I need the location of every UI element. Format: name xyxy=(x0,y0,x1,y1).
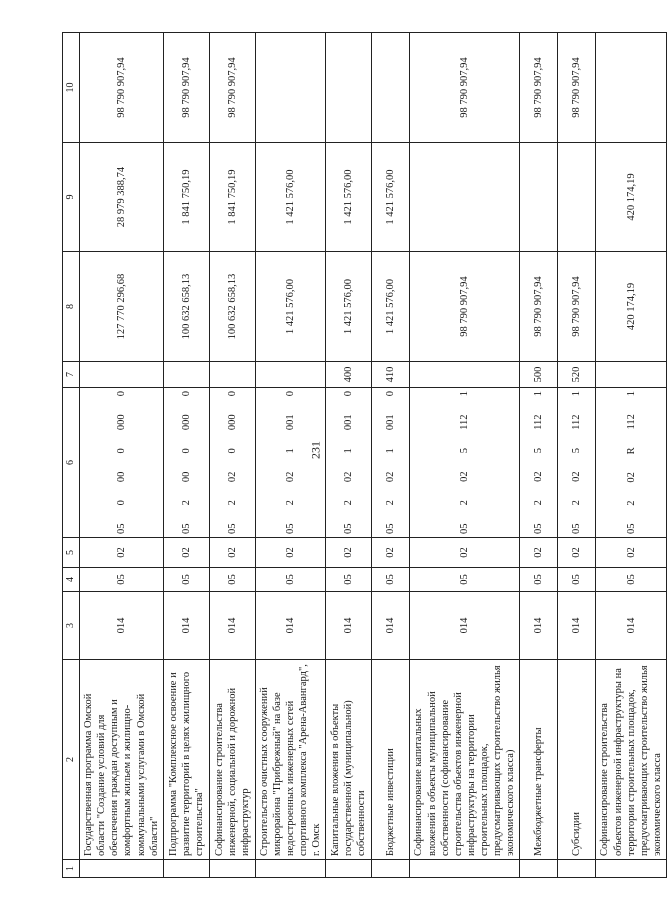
amount-federal-cell xyxy=(596,33,667,143)
table-row xyxy=(163,33,209,878)
amount-regional-cell: 1 421 576,00 xyxy=(372,143,410,252)
code-part: 05 xyxy=(226,523,238,534)
target-article-cell xyxy=(410,388,520,538)
row-number-cell xyxy=(163,860,209,878)
amount-federal-cell: 98 790 907,94 xyxy=(520,33,558,143)
table-row xyxy=(520,33,558,878)
code-part: 0 xyxy=(226,448,238,454)
amount-federal-cell: 98 790 907,94 xyxy=(558,33,596,143)
code-part: 5 xyxy=(459,447,471,454)
code-part: 02 xyxy=(459,471,471,482)
amount-total-cell: 98 790 907,94 xyxy=(558,252,596,362)
amount-regional-cell: 1 421 576,00 xyxy=(255,143,326,252)
code-part: 02 xyxy=(533,471,545,482)
expense-type-cell: 400 xyxy=(326,362,372,388)
code-part: 0 xyxy=(180,391,192,397)
section-code-cell: 05 xyxy=(558,568,596,592)
code-part: 2 xyxy=(180,500,192,506)
code-part: 05 xyxy=(459,523,471,534)
row-number-cell xyxy=(520,860,558,878)
expense-type-cell xyxy=(596,362,667,388)
code-part: 1 xyxy=(625,391,637,397)
target-article-cell xyxy=(520,388,558,538)
header-cell: 10 xyxy=(63,33,80,143)
section-code-cell: 05 xyxy=(209,568,255,592)
section-code-cell: 05 xyxy=(80,568,164,592)
code-part: 02 xyxy=(571,471,583,482)
code-part: 02 xyxy=(625,472,637,483)
code-part: 05 xyxy=(285,523,296,534)
target-article-code xyxy=(625,391,638,534)
header-row xyxy=(63,33,80,878)
code-part: 0 xyxy=(115,500,127,506)
code-part: 112 xyxy=(625,414,637,430)
code-part: R xyxy=(625,447,637,455)
code-part: 000 xyxy=(115,414,127,431)
header-cell: 2 xyxy=(63,660,80,860)
code-part: 0 xyxy=(115,448,127,454)
code-part: 1 xyxy=(459,391,471,397)
code-part: 000 xyxy=(226,414,238,431)
code-part: 02 xyxy=(343,471,355,483)
subsection-code-cell: 02 xyxy=(326,538,372,568)
item-name-cell: Строительство очистных сооружений микрорайона "Прибрежный" на базе недостроенных инженерных сетей спортивного комплекса "Арена-Авангард", г. Омск xyxy=(255,660,326,860)
table-row xyxy=(372,33,410,878)
section-code-cell: 05 xyxy=(520,568,558,592)
header-cell: 8 xyxy=(63,252,80,362)
subsection-code-cell: 02 xyxy=(410,538,520,568)
expense-type-cell xyxy=(163,362,209,388)
code-part: 05 xyxy=(343,523,355,534)
item-name-cell: Межбюджетные трансферты xyxy=(520,660,558,860)
target-article-cell xyxy=(209,388,255,538)
code-part: 0 xyxy=(115,391,127,397)
row-number-cell xyxy=(558,860,596,878)
code-part: 2 xyxy=(343,500,355,506)
ministry-code-cell: 014 xyxy=(520,592,558,660)
amount-total-cell: 420 174,19 xyxy=(596,252,667,362)
amount-regional-cell xyxy=(520,143,558,252)
subsection-code-cell: 02 xyxy=(209,538,255,568)
expense-type-cell xyxy=(255,362,326,388)
table-row xyxy=(326,33,372,878)
item-name-cell: Государственная программа Омской области "Создание условий для обеспечения граждан доступным и комфортным жильем и жилищно-коммунальными услугами в Омской области" xyxy=(80,660,164,860)
amount-federal-cell xyxy=(255,33,326,143)
section-code-cell: 05 xyxy=(255,568,326,592)
item-name-cell: Капитальные вложения в объекты государственной (муниципальной) собственности xyxy=(326,660,372,860)
rotated-page xyxy=(62,33,663,878)
row-number-cell xyxy=(326,860,372,878)
table-row xyxy=(596,33,667,878)
code-part: 2 xyxy=(571,500,583,506)
amount-regional-cell: 1 421 576,00 xyxy=(326,143,372,252)
ministry-code-cell: 014 xyxy=(326,592,372,660)
amount-federal-cell: 98 790 907,94 xyxy=(163,33,209,143)
section-code-cell: 05 xyxy=(326,568,372,592)
amount-regional-cell: 1 841 750,19 xyxy=(163,143,209,252)
code-part: 05 xyxy=(115,523,127,534)
table-row xyxy=(209,33,255,878)
amount-federal-cell: 98 790 907,94 xyxy=(209,33,255,143)
ministry-code-cell: 014 xyxy=(372,592,410,660)
subsection-code-cell: 02 xyxy=(558,538,596,568)
code-part: 00 xyxy=(180,471,192,483)
target-article-cell xyxy=(596,388,667,538)
code-part: 05 xyxy=(625,523,637,534)
row-number-cell xyxy=(255,860,326,878)
code-part: 5 xyxy=(533,447,545,454)
code-part: 5 xyxy=(571,447,583,454)
section-code-cell: 05 xyxy=(596,568,667,592)
code-part: 1 xyxy=(571,391,583,397)
item-name-cell: Софинансирование капитальных вложений в объекты муниципальной собственности (софинансирование строительства объектов инженерной инфраструктуры на территории строительных площадок, предусматривающих строительство жилья экономического класса) xyxy=(410,660,520,860)
amount-total-cell: 127 770 296,68 xyxy=(80,252,164,362)
target-article-cell xyxy=(255,388,326,538)
code-part: 0 xyxy=(285,391,296,397)
code-part: 05 xyxy=(571,523,583,534)
code-part: 2 xyxy=(226,500,238,506)
code-part: 0 xyxy=(385,391,397,397)
code-part: 0 xyxy=(226,391,238,397)
subsection-code-cell: 02 xyxy=(255,538,326,568)
code-part: 2 xyxy=(459,500,471,506)
target-article-cell xyxy=(558,388,596,538)
amount-total-cell: 100 632 658,13 xyxy=(209,252,255,362)
header-cell: 3 xyxy=(63,592,80,660)
target-article-code xyxy=(342,391,355,534)
target-article-cell xyxy=(80,388,164,538)
code-part: 2 xyxy=(285,500,296,506)
code-part: 001 xyxy=(285,414,296,431)
amount-total-cell: 1 421 576,00 xyxy=(326,252,372,362)
code-part: 05 xyxy=(180,523,192,534)
section-code-cell: 05 xyxy=(410,568,520,592)
amount-federal-cell xyxy=(372,33,410,143)
table-row xyxy=(410,33,520,878)
expense-type-cell: 500 xyxy=(520,362,558,388)
table-row xyxy=(255,33,326,878)
target-article-code xyxy=(284,391,297,534)
target-article-cell xyxy=(326,388,372,538)
code-part: 1 xyxy=(285,448,296,454)
amount-regional-cell xyxy=(410,143,520,252)
target-article-code xyxy=(532,391,545,534)
subsection-code-cell: 02 xyxy=(596,538,667,568)
row-number-cell xyxy=(410,860,520,878)
code-part: 05 xyxy=(533,523,545,534)
row-number-cell xyxy=(372,860,410,878)
target-article-code xyxy=(180,391,193,534)
ministry-code-cell: 014 xyxy=(410,592,520,660)
code-part: 0 xyxy=(343,391,355,397)
expense-type-cell: 410 xyxy=(372,362,410,388)
ministry-code-cell: 014 xyxy=(209,592,255,660)
amount-federal-cell: 98 790 907,94 xyxy=(80,33,164,143)
amount-regional-cell: 420 174,19 xyxy=(596,143,667,252)
item-name-cell: Подпрограмма "Комплексное освоение и развитие территорий в целях жилищного строительства" xyxy=(163,660,209,860)
code-part: 112 xyxy=(459,414,471,430)
target-article-cell xyxy=(372,388,410,538)
amount-total-cell: 1 421 576,00 xyxy=(255,252,326,362)
amount-total-cell: 1 421 576,00 xyxy=(372,252,410,362)
ministry-code-cell: 014 xyxy=(255,592,326,660)
code-part: 05 xyxy=(385,523,397,534)
header-cell: 9 xyxy=(63,143,80,252)
target-article-code xyxy=(384,391,397,534)
code-part: 1 xyxy=(385,448,397,454)
target-article-code xyxy=(226,391,239,534)
code-part: 1 xyxy=(343,448,355,454)
code-part: 2 xyxy=(625,500,637,506)
amount-regional-cell: 1 841 750,19 xyxy=(209,143,255,252)
item-name-cell: Бюджетные инвестиции xyxy=(372,660,410,860)
subsection-code-cell: 02 xyxy=(80,538,164,568)
code-part: 2 xyxy=(385,500,397,506)
item-name-cell: Субсидии xyxy=(558,660,596,860)
expense-type-cell xyxy=(80,362,164,388)
code-part: 112 xyxy=(533,414,545,430)
page-number: 231 xyxy=(308,441,323,459)
code-part: 2 xyxy=(533,500,545,506)
target-article-code xyxy=(570,391,583,534)
item-name-cell: Софинансирование строительства инженерной, социальной и дорожной инфраструктур xyxy=(209,660,255,860)
amount-regional-cell: 28 979 388,74 xyxy=(80,143,164,252)
target-article-cell xyxy=(163,388,209,538)
subsection-code-cell: 02 xyxy=(372,538,410,568)
amount-total-cell: 100 632 658,13 xyxy=(163,252,209,362)
code-part: 0 xyxy=(180,448,192,454)
row-number-cell xyxy=(596,860,667,878)
header-cell: 1 xyxy=(63,860,80,878)
header-cell: 7 xyxy=(63,362,80,388)
row-number-cell xyxy=(209,860,255,878)
ministry-code-cell: 014 xyxy=(596,592,667,660)
budget-table xyxy=(62,32,667,878)
subsection-code-cell: 02 xyxy=(520,538,558,568)
code-part: 001 xyxy=(385,414,397,431)
amount-total-cell: 98 790 907,94 xyxy=(410,252,520,362)
header-cell: 5 xyxy=(63,538,80,568)
expense-type-cell xyxy=(209,362,255,388)
target-article-code xyxy=(115,391,128,534)
amount-federal-cell: 98 790 907,94 xyxy=(410,33,520,143)
expense-type-cell xyxy=(410,362,520,388)
code-part: 112 xyxy=(571,414,583,430)
target-article-code xyxy=(458,391,471,534)
amount-federal-cell xyxy=(326,33,372,143)
table-row xyxy=(80,33,164,878)
row-number-cell xyxy=(80,860,164,878)
section-code-cell: 05 xyxy=(163,568,209,592)
table-row xyxy=(558,33,596,878)
code-part: 02 xyxy=(285,471,296,483)
code-part: 02 xyxy=(226,471,238,483)
code-part: 00 xyxy=(115,471,127,483)
header-cell: 4 xyxy=(63,568,80,592)
section-code-cell: 05 xyxy=(372,568,410,592)
ministry-code-cell: 014 xyxy=(163,592,209,660)
subsection-code-cell: 02 xyxy=(163,538,209,568)
amount-regional-cell xyxy=(558,143,596,252)
code-part: 001 xyxy=(343,414,355,431)
code-part: 1 xyxy=(533,391,545,397)
table-container xyxy=(62,33,663,878)
ministry-code-cell: 014 xyxy=(558,592,596,660)
ministry-code-cell: 014 xyxy=(80,592,164,660)
code-part: 02 xyxy=(385,471,397,483)
item-name-cell: Софинансирование строительства объектов инженерной инфраструктуры на территории строительных площадок, предусматривающих строительство жилья экономического класса xyxy=(596,660,667,860)
code-part: 000 xyxy=(180,414,192,431)
header-cell: 6 xyxy=(63,388,80,538)
amount-total-cell: 98 790 907,94 xyxy=(520,252,558,362)
expense-type-cell: 520 xyxy=(558,362,596,388)
